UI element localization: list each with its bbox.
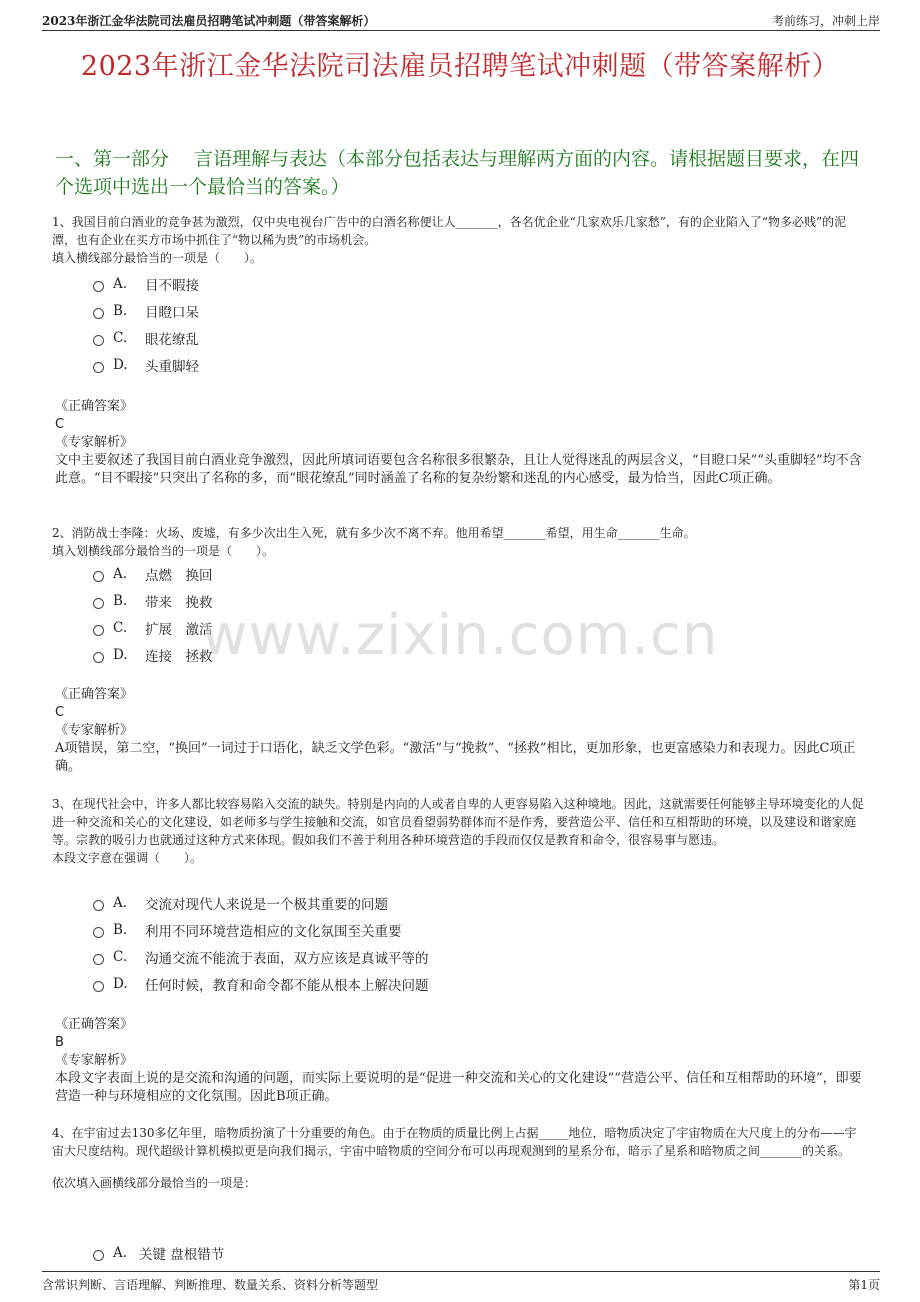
option-d[interactable]: D. 头重脚轻	[93, 351, 199, 378]
question-3-stem	[52, 795, 867, 867]
option-b[interactable]: B. 目瞪口呆	[93, 297, 199, 324]
page-number: 第1页	[848, 1278, 880, 1292]
question-1-stem	[52, 213, 867, 267]
option-c[interactable]: C. 眼花缭乱	[93, 324, 199, 351]
question-2-stem	[52, 524, 867, 560]
section-heading: 一、第一部分 言语理解与表达（本部分包括表达与理解两方面的内容。请根据题目要求，在四个选项中选出一个最恰当的答案。）	[55, 148, 860, 198]
header-slogan: 考前练习，冲刺上岸	[771, 14, 880, 28]
answer-tag: 《正确答案》	[55, 399, 134, 414]
option-a[interactable]: A. 点燃 换回	[93, 560, 213, 587]
question-prompt: 本段文字意在强调（ ）。	[52, 851, 203, 865]
answer-letter: C	[55, 417, 65, 432]
radio-icon[interactable]	[93, 1250, 104, 1261]
question-3-options	[93, 889, 429, 997]
analysis-text: 本段文字表面上说的是交流和沟通的问题，而实际上要说明的是“促进一种交流和关心的文化建设”“营造公平、信任和互相帮助的环境”，即要营造一种与环境相应的文化氛围。因此B项正确。	[55, 1071, 862, 1104]
answer-tag: 《正确答案》	[55, 687, 134, 702]
question-4-stem	[52, 1124, 867, 1192]
answer-tag: 《正确答案》	[55, 1017, 134, 1032]
page-header	[42, 8, 880, 31]
answer-letter: B	[55, 1035, 64, 1050]
option-a[interactable]: A. 目不暇接	[93, 270, 199, 297]
analysis-tag: 《专家解析》	[55, 723, 134, 738]
document-title: 2023年浙江金华法院司法雇员招聘笔试冲刺题（带答案解析）	[80, 51, 840, 82]
question-stem: 3、在现代社会中，许多人都比较容易陷入交流的缺失。特别是内向的人或者自卑的人更容易陷入这种境地。因此，这就需要任何能够主导环境变化的人促进一种交流和关心的文化建设，如老师多与学生接触和交流，如官员看望弱势群体而不是作秀，要营造公平、信任和互相帮助的环境，以及建设和谐家庭等。宗教的吸引力也就通过这种方式来体现。假如我们不善于利用各种环境营造的手段而仅仅是教育和命令，很容易事与愿违。	[52, 797, 864, 847]
option-b[interactable]: B. 利用不同环境营造相应的文化氛围至关重要	[93, 916, 429, 943]
radio-icon[interactable]	[93, 954, 104, 965]
analysis-text: 文中主要叙述了我国目前白酒业竞争激烈，因此所填词语要包含名称很多很繁杂，且让人觉得迷乱的两层含义，“目瞪口呆”“头重脚轻”均不含此意。“目不暇接”只突出了名称的多，而“眼花缭乱”同时涵盖了名称的复杂纷繁和迷乱的内心感受，最为恰当，因此C项正确。	[55, 453, 862, 486]
radio-icon[interactable]	[93, 571, 104, 582]
radio-icon[interactable]	[93, 927, 104, 938]
analysis-text: A项错误，第二空，“换回”一词过于口语化，缺乏文学色彩。“激活”与“挽救”、“拯救”相比，更加形象，也更富感染力和表现力。因此C项正确。	[55, 741, 856, 774]
question-stem: 4、在宇宙过去130多亿年里，暗物质扮演了十分重要的角色。由于在物质的质量比例上占据_____地位，暗物质决定了宇宙物质在大尺度上的分布——宇宙大尺度结构。现代超级计算机模拟更是向我们揭示，宇宙中暗物质的空间分布可以再现观测到的星系分布，暗示了星系和暗物质之间_______的关系。	[52, 1126, 857, 1158]
question-prompt: 依次填入画横线部分最恰当的一项是：	[52, 1176, 257, 1190]
footer-description: 含常识判断、言语理解、判断推理、数量关系、资料分析等题型	[42, 1278, 379, 1292]
option-a[interactable]: A. 交流对现代人来说是一个极其重要的问题	[93, 889, 429, 916]
option-a[interactable]: A. 关键 盘根错节	[93, 1239, 224, 1266]
question-stem: 1、我国目前白酒业的竞争甚为激烈，仅中央电视台广告中的白酒名称便让人_______，各名优企业“几家欢乐几家愁”，有的企业陷入了“物多必贱”的泥潭，也有企业在买方市场中抓住了“物以稀为贵”的市场机会。	[52, 215, 847, 247]
question-2-answer	[55, 686, 870, 776]
question-prompt: 填入横线部分最恰当的一项是（ ）。	[52, 251, 263, 265]
option-d[interactable]: D. 任何时候，教育和命令都不能从根本上解决问题	[93, 970, 429, 997]
watermark: www.zixin.com.cn	[201, 603, 719, 668]
question-4-options	[93, 1239, 224, 1266]
radio-icon[interactable]	[93, 308, 104, 319]
header-title: 2023年浙江金华法院司法雇员招聘笔试冲刺题（带答案解析）	[42, 14, 376, 28]
option-d[interactable]: D. 连接 拯救	[93, 641, 213, 668]
radio-icon[interactable]	[93, 335, 104, 346]
analysis-tag: 《专家解析》	[55, 1053, 134, 1068]
radio-icon[interactable]	[93, 281, 104, 292]
question-3-answer	[55, 1016, 870, 1106]
radio-icon[interactable]	[93, 362, 104, 373]
option-b[interactable]: B. 带来 挽救	[93, 587, 213, 614]
radio-icon[interactable]	[93, 900, 104, 911]
answer-letter: C	[55, 705, 65, 720]
analysis-tag: 《专家解析》	[55, 435, 134, 450]
radio-icon[interactable]	[93, 981, 104, 992]
question-1-answer	[55, 398, 870, 488]
question-1-options	[93, 270, 199, 378]
option-c[interactable]: C. 沟通交流不能流于表面，双方应该是真诚平等的	[93, 943, 429, 970]
question-prompt: 填入划横线部分最恰当的一项是（ ）。	[52, 544, 275, 558]
page-footer	[42, 1271, 880, 1294]
option-c[interactable]: C. 扩展 激活	[93, 614, 213, 641]
question-stem: 2、消防战士李隆：火场、废墟，有多少次出生入死，就有多少次不离不弃。他用希望_______希望，用生命_______生命。	[52, 526, 696, 540]
